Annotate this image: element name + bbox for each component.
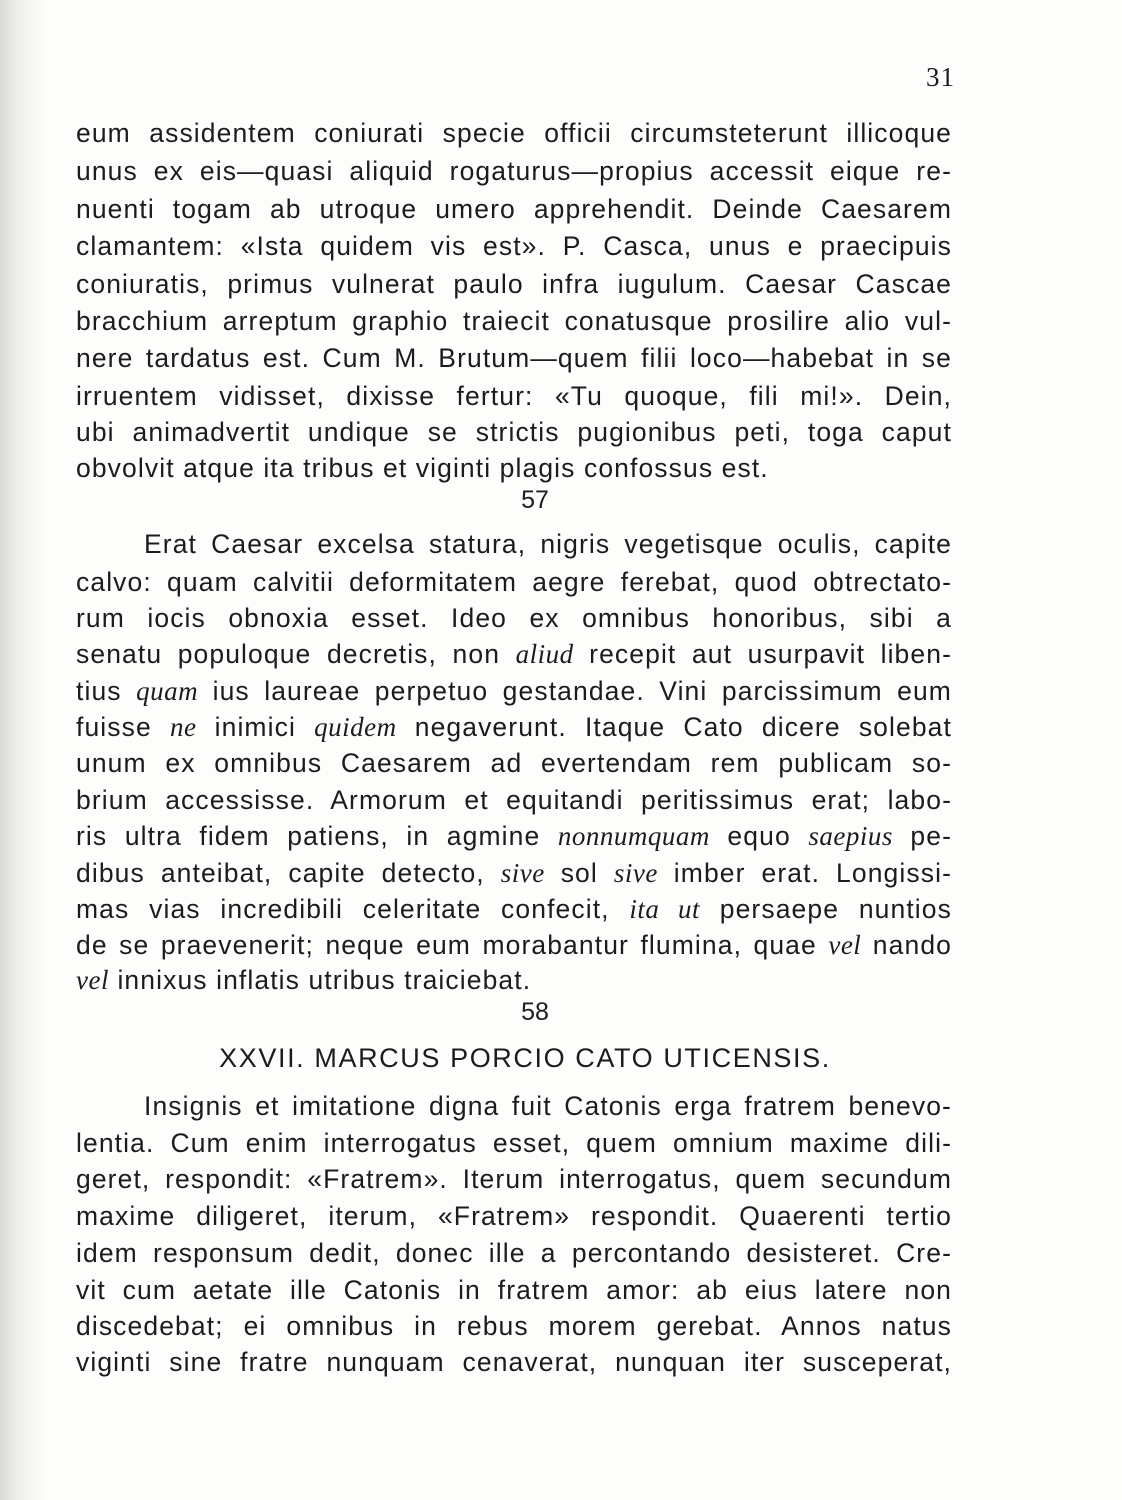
text-line: clamantem: «Ista quidem vis est». P. Casca, unus e praecipuis [76, 231, 952, 261]
text-line: discedebat; ei omnibus in rebus morem gerebat. Annos natus [76, 1311, 952, 1341]
italic-word: nonnumquam [557, 821, 710, 851]
text-line [76, 674, 952, 708]
text-line: eum assidentem coniurati specie officii circumsteterunt illicoque [76, 118, 952, 148]
text-run: ris ultra fidem patiens, in agmine [76, 821, 558, 851]
text-line: ubi animadvertit undique se strictis pugionibus peti, toga caput [76, 417, 952, 447]
text-run: ius laureae perpetuo gestandae. Vini parcissimum eum [198, 676, 952, 706]
text-run: recepit aut usurpavit liben- [573, 639, 952, 669]
text-line: irruentem vidisset, dixisse fertur: «Tu quoque, fili mi!». Dein, [76, 381, 952, 411]
text-line: viginti sine fratre nunquam cenaverat, nunquan iter susceperat, [76, 1347, 952, 1377]
italic-word: aliud [515, 639, 574, 669]
text-line: geret, respondit: «Fratrem». Iterum interrogatus, quem secundum [76, 1164, 952, 1194]
italic-word: ita ut [629, 894, 700, 924]
text-line: lentia. Cum enim interrogatus esset, quem omnium maxime dili- [76, 1128, 952, 1158]
text-line: idem responsum dedit, donec ille a percontando desisteret. Cre- [76, 1238, 952, 1268]
text-line: bracchium arreptum graphio traiecit conatusque prosilire alio vul- [76, 306, 952, 336]
text-line: maxime diligeret, iterum, «Fratrem» respondit. Quaerenti tertio [76, 1201, 952, 1231]
text-line [76, 819, 952, 853]
text-line: coniuratis, primus vulnerat paulo infra iugulum. Caesar Cascae [76, 269, 952, 299]
text-line: unus ex eis—quasi aliquid rogaturus—propius accessit eique re- [76, 156, 952, 186]
section-number-58: 58 [521, 998, 549, 1026]
text-run: persaepe nuntios [699, 894, 952, 924]
text-line: calvo: quam calvitii deformitatem aegre ferebat, quod obtrectato- [76, 567, 952, 597]
italic-word: saepius [808, 821, 893, 851]
text-run: fuisse [76, 712, 170, 742]
text-run: tius [76, 676, 137, 706]
text-run: de se praevenerit; neque eum morabantur flumina, quae [76, 930, 829, 960]
text-run: negaverunt. Itaque Cato dicere solebat [396, 712, 952, 742]
text-run: inimici [196, 712, 315, 742]
text-run: pe- [892, 821, 952, 851]
text-run: dibus anteibat, capite detecto, [76, 858, 501, 888]
text-run: senatu populoque decretis, non [76, 639, 516, 669]
text-line: Erat Caesar excelsa statura, nigris vegetisque oculis, capite [144, 529, 952, 559]
spine-shadow [0, 0, 48, 1500]
text-line: unum ex omnibus Caesarem ad evertendam rem publicam so- [76, 748, 952, 778]
text-line [76, 963, 531, 997]
text-run: mas vias incredibili celeritate confecit, [76, 894, 630, 924]
text-run: equo [709, 821, 809, 851]
italic-word: quam [136, 676, 199, 706]
text-line: rum iocis obnoxia esset. Ideo ex omnibus honoribus, sibi a [76, 603, 952, 633]
text-run: nando [861, 930, 952, 960]
text-line [76, 637, 952, 671]
text-run: sol [544, 858, 614, 888]
page-number: 31 [926, 62, 955, 92]
text-line: Insignis et imitatione digna fuit Catonis erga fratrem benevo- [144, 1091, 952, 1121]
chapter-heading: XXVII. MARCUS PORCIO CATO UTICENSIS. [219, 1043, 831, 1073]
italic-word: vel [76, 965, 109, 995]
text-line [76, 892, 952, 926]
text-run: innixus inflatis utribus traiciebat. [108, 965, 532, 995]
italic-word: ne [169, 712, 197, 742]
text-line [76, 856, 952, 890]
section-number-57: 57 [521, 486, 549, 514]
italic-word: sive [613, 858, 658, 888]
text-line: vit cum aetate ille Catonis in fratrem amor: ab eius latere non [76, 1275, 952, 1305]
text-line [76, 710, 952, 744]
italic-word: vel [828, 930, 862, 960]
text-line: brium accessisse. Armorum et equitandi peritissimus erat; labo- [76, 785, 952, 815]
text-run: imber erat. Longissi- [657, 858, 952, 888]
text-line: obvolvit atque ita tribus et viginti plagis confossus est. [76, 453, 769, 483]
italic-word: sive [500, 858, 545, 888]
text-line [76, 928, 952, 962]
text-line: nuenti togam ab utroque umero apprehendit. Deinde Caesarem [76, 194, 952, 224]
text-line: nere tardatus est. Cum M. Brutum—quem filii loco—habebat in se [76, 343, 952, 373]
italic-word: quidem [314, 712, 397, 742]
